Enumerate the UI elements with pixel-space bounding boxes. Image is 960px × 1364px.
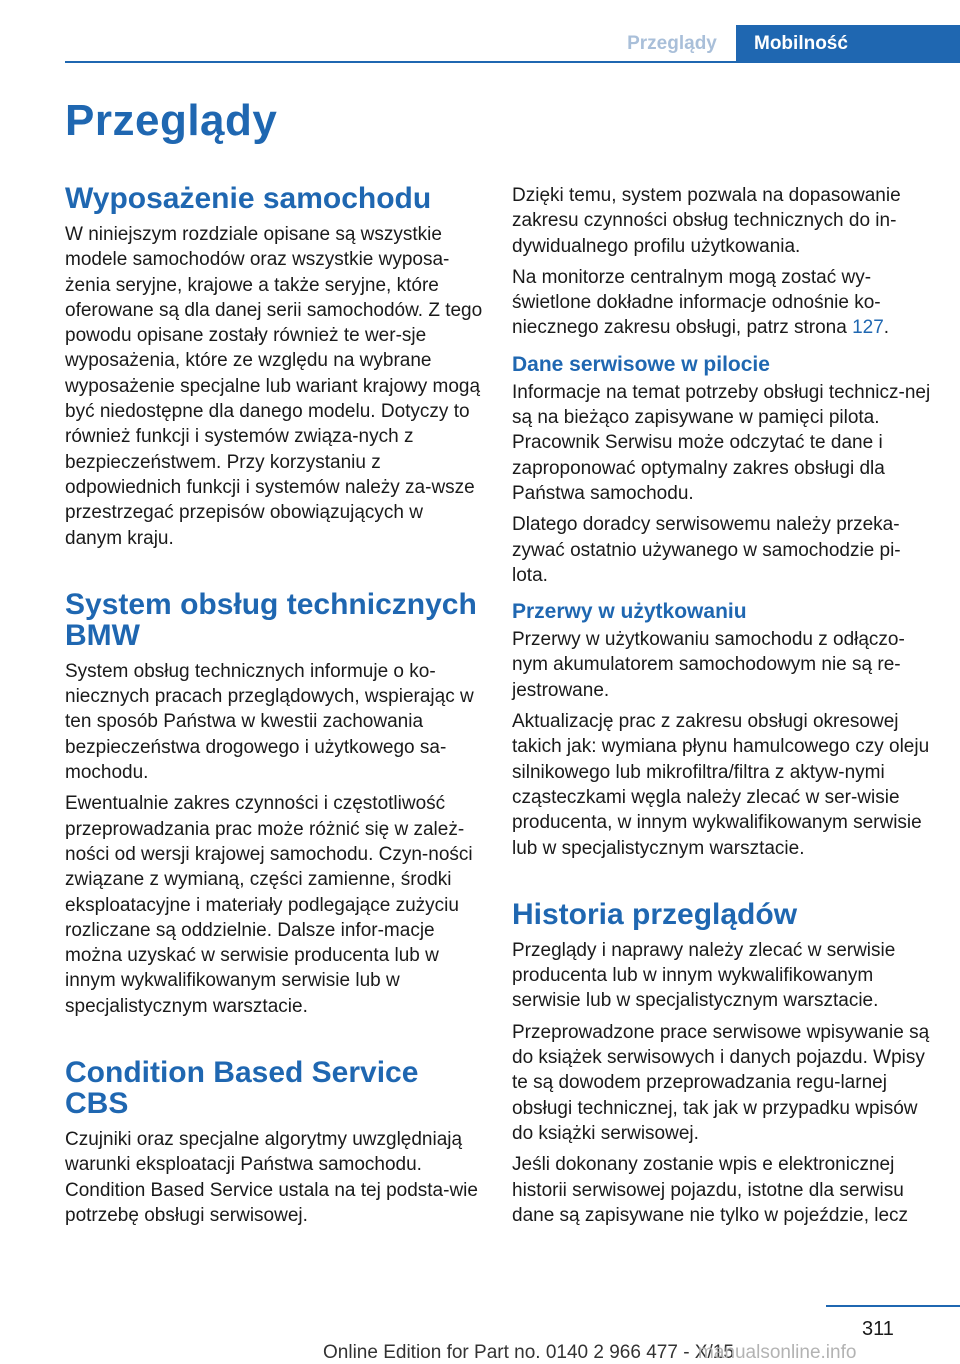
paragraph-history-3: Jeśli dokonany zostanie wpis e elektronicznej historii serwisowej pojazdu, istotne dla serwisu dane są zapisywane nie tylko w pojeździe, lecz bbox=[512, 1154, 909, 1226]
heading-vehicle-equipment: Wyposażenie samochodu bbox=[65, 182, 432, 215]
header-rule bbox=[65, 61, 960, 63]
paragraph-cbs: Czujniki oraz specjalne algorytmy uwzględniają warunki eksploatacji Państwa samochodu. Condition Based Service ustala na tej podsta‐wie potrzebę obsługi serwisowej. bbox=[65, 1129, 478, 1226]
paragraph-breaks-2: Aktualizację prac z zakresu obsługi okresowej takich jak: wymiana płynu hamulcowego czy oleju silnikowego lub mikrofiltra/filtra z aktyw‐nymi cząsteczkami węgla należy zlecać w ser‐wisie producenta, w innym wykwalifikowanym serwisie lub w specjalistycznym warsztacie. bbox=[512, 711, 930, 859]
watermark: manualsonline.info bbox=[698, 1342, 857, 1363]
paragraph-history-1: Przeglądy i naprawy należy zlecać w serwisie producenta lub w innym wykwalifikowanym serwisie lub w specjalistycznym warsztacie. bbox=[512, 939, 896, 1012]
paragraph-key-data-1: Informacje na temat potrzeby obsługi technicz‐nej są na bieżąco zapisywane w pamięci pilota. Pracownik Serwisu może odczytać te dane i zaproponować optymalny zakres obsługi dla Państwa samochodu. bbox=[512, 381, 931, 504]
heading-service-data-in-key: Dane serwisowe w pilocie bbox=[512, 352, 770, 376]
page-title: Przeglądy bbox=[65, 96, 278, 145]
paragraph-history-2: Przeprowadzone prace serwisowe wpisywanie są do książek serwisowych i danych pojazdu. Wpisy te są dowodem przeprowadzania regu‐larnej obsługi technicznej, tak jak w przypadku wpisów do książki serwisowej. bbox=[512, 1021, 930, 1144]
paragraph-cbs-continued-2 bbox=[512, 265, 932, 341]
left-column bbox=[65, 183, 483, 1234]
heading-condition-based-service: Condition Based Service CBS bbox=[65, 1056, 419, 1121]
right-column bbox=[512, 183, 932, 1234]
nav-tab-previous-section[interactable]: Przeglądy bbox=[627, 33, 717, 54]
paragraph-cbs-continued-1: Dzięki temu, system pozwala na dopasowanie zakresu czynności obsług technicznych do in‐dywidualnego profilu użytkowania. bbox=[512, 185, 901, 257]
page-reference-link[interactable]: 127 bbox=[852, 317, 884, 339]
paragraph-text: Na monitorze centralnym mogą zostać wy‐świetlone dokładne informacje odnośnie ko‐niecznego zakresu obsługi, patrz strona bbox=[512, 266, 881, 339]
paragraph-vehicle-equipment: W niniejszym rozdziale opisane są wszystkie modele samochodów oraz wszystkie wyposa‐żenia seryjne, krajowe a także seryjne, które oferowane są dla danej serii samochodów. Z tego powodu opisane zostały również te wer‐sje wyposażenia, które ze względu na wybrane wyposażenie specjalne lub wariant krajowy mogą być niedostępne dla danego modelu. Dotyczy to również funkcji i systemów związa‐nych z bezpieczeństwem. Przy korzystaniu z odpowiednich funkcji i systemów należy za‐wsze przestrzegać przepisów obowiązujących w danym kraju. bbox=[65, 224, 483, 549]
nav-tab-current-section[interactable]: Mobilność bbox=[736, 25, 960, 62]
footer-rule bbox=[826, 1305, 960, 1307]
heading-breaks-in-use: Przerwy w użytkowaniu bbox=[512, 600, 747, 624]
paragraph-text-end: . bbox=[883, 317, 890, 339]
page-number: 311 bbox=[862, 1318, 894, 1340]
paragraph-service-system-2: Ewentualnie zakres czynności i częstotliwość przeprowadzania prac może różnić się w zależ‐ności od wersji krajowej samochodu. Czyn‐ności związane z wymianą, części zamienne, środki eksploatacyjne i materiały podlegające zużyciu rozliczane są oddzielnie. Dalsze infor‐macje można uzyskać w serwisie producenta lub w innym wykwalifikowanym serwisie lub w specjalistycznym warsztacie. bbox=[65, 793, 473, 1017]
top-navigation bbox=[0, 25, 960, 62]
heading-service-history: Historia przeglądów bbox=[512, 897, 798, 931]
edition-note: Online Edition for Part no. 0140 2 966 477 - X/15 bbox=[323, 1342, 734, 1363]
paragraph-breaks-1: Przerwy w użytkowaniu samochodu z odłączo‐nym akumulatorem samochodowym nie są re‐jestrowane. bbox=[512, 629, 905, 701]
paragraph-key-data-2: Dlatego doradcy serwisowemu należy przeka‐zywać ostatnio używanego w samochodzie pi‐lota. bbox=[512, 514, 901, 586]
heading-bmw-service-system: System obsług technicznych BMW bbox=[65, 587, 477, 652]
paragraph-service-system-1: System obsług technicznych informuje o ko‐niecznych pracach przeglądowych, wspierając w ten sposób Państwa w kwestii zachowania bezpieczeństwa drogowego i użytkowego sa‐mochodu. bbox=[65, 660, 474, 784]
